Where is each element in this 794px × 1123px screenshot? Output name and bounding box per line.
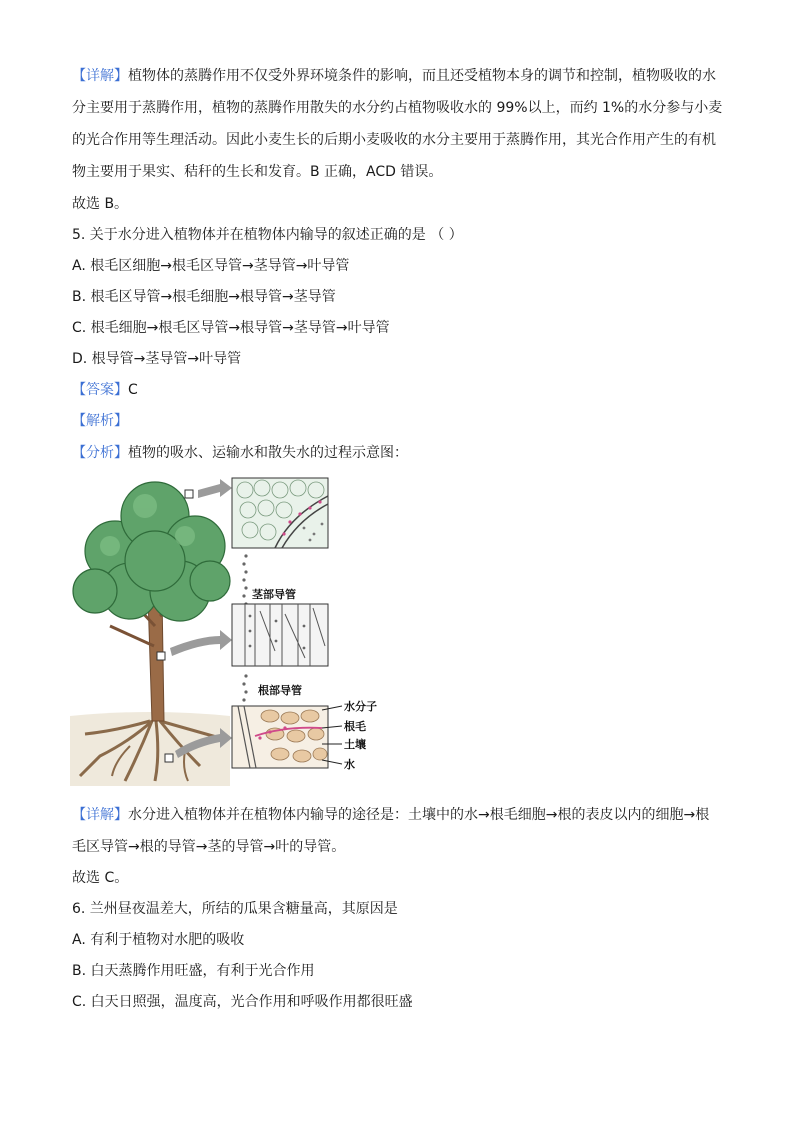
arrow-to-leaf-icon <box>198 479 232 498</box>
detail-tag-2: 【详解】 <box>72 807 128 823</box>
leaf-tissue-panel <box>232 478 328 548</box>
water-transport-diagram <box>70 476 390 786</box>
q6-option-a: A. 有利于植物对水肥的吸收 <box>72 932 245 948</box>
detail-tag: 【详解】 <box>72 68 128 84</box>
answer-choice-line-2: 故选 C。 <box>72 870 129 886</box>
question-5-stem: 5. 关于水分进入植物体并在植物体内输导的叙述正确的是 （ ） <box>72 227 463 243</box>
option-a: A. 根毛区细胞→根毛区导管→茎导管→叶导管 <box>72 258 350 274</box>
stem-vessel-panel <box>232 604 328 666</box>
label-soil: 土壤 <box>344 738 366 751</box>
stem-marker-box <box>157 652 165 660</box>
detail-paragraph-line-2: 分主要用于蒸腾作用，植物的蒸腾作用散失的水分约占植物吸收水的 99%以上，而约 1%的水分参与小麦 <box>72 100 723 116</box>
detail-paragraph-line-3: 的光合作用等生理活动。因此小麦生长的后期小麦吸收的水分主要用于蒸腾作用，其光合作用产生的有机 <box>72 132 716 148</box>
label-water-molecule: 水分子 <box>344 700 377 713</box>
analysis-text: 植物的吸水、运输水和散失水的过程示意图： <box>128 445 408 461</box>
label-stem-vessel: 茎部导管 <box>252 588 296 601</box>
analysis-line <box>72 443 408 463</box>
line-text: 水分进入植物体并在植物体内输导的途径是：土壤中的水→根毛细胞→根的表皮以内的细胞→根 <box>128 807 710 823</box>
arrow-to-stem-icon <box>170 630 232 656</box>
detail-paragraph-line-1 <box>72 66 716 86</box>
question-6-stem: 6. 兰州昼夜温差大，所结的瓜果含糖量高，其原因是 <box>72 901 398 917</box>
line-text: 植物体的蒸腾作用不仅受外界环境条件的影响，而且还受植物本身的调节和控制，植物吸收的水 <box>128 68 716 84</box>
option-b: B. 根毛区导管→根毛细胞→根导管→茎导管 <box>72 289 336 305</box>
analysis-tag: 【解析】 <box>72 413 128 429</box>
analysis-sub-tag: 【分析】 <box>72 445 128 461</box>
label-root-hair: 根毛 <box>344 720 366 733</box>
detail-paragraph-2-line-2: 毛区导管→根的导管→茎的导管→叶的导管。 <box>72 839 346 855</box>
answer-tag: 【答案】 <box>72 382 128 398</box>
detail-paragraph-2-line-1 <box>72 805 709 825</box>
label-root-vessel: 根部导管 <box>258 684 302 697</box>
root-tissue-panel <box>232 706 328 768</box>
root-marker-box <box>165 754 173 762</box>
analysis-heading <box>72 411 128 431</box>
q6-option-b: B. 白天蒸腾作用旺盛，有利于光合作用 <box>72 963 315 979</box>
answer-choice-line: 故选 B。 <box>72 196 129 212</box>
answer-line <box>72 380 138 400</box>
q6-option-c: C. 白天日照强，温度高，光合作用和呼吸作用都很旺盛 <box>72 994 413 1010</box>
label-water: 水 <box>344 758 355 771</box>
option-c: C. 根毛细胞→根毛区导管→根导管→茎导管→叶导管 <box>72 320 390 336</box>
answer-value: C <box>128 382 138 398</box>
detail-paragraph-line-4: 物主要用于果实、秸秆的生长和发育。B 正确，ACD 错误。 <box>72 164 443 180</box>
option-d: D. 根导管→茎导管→叶导管 <box>72 351 242 367</box>
leaf-marker-box <box>185 490 193 498</box>
